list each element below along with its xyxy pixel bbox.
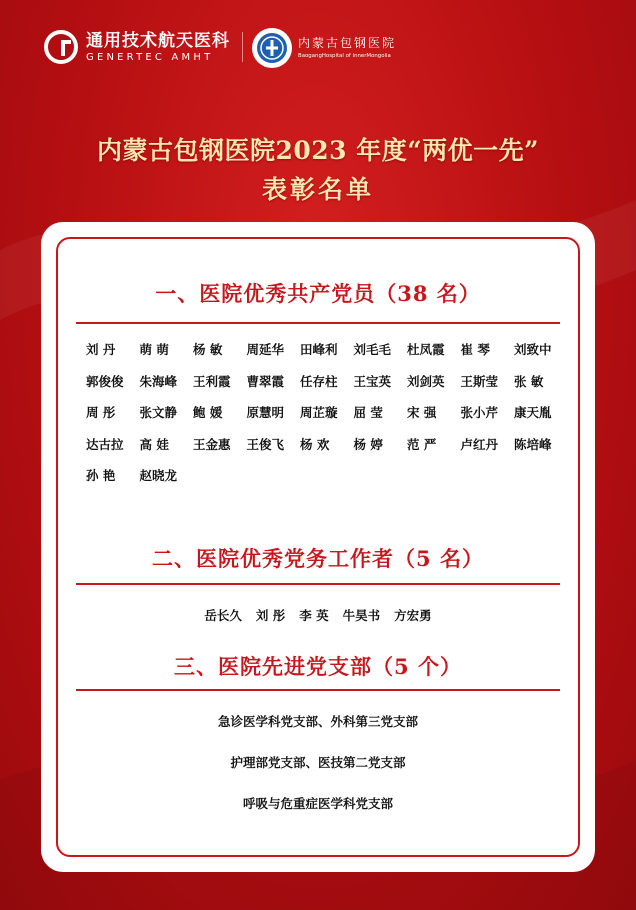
worker-name: 方宏勇 xyxy=(394,608,432,623)
worker-name: 李 英 xyxy=(299,608,329,623)
logo2-english-name: BaogangHospital of InnerMongolia xyxy=(298,53,391,59)
section1-title: 一、医院优秀共产党员（38 名） xyxy=(155,281,481,306)
member-name: 王宝英 xyxy=(353,373,392,389)
member-name: 杜凤霞 xyxy=(407,342,445,357)
section2-title: 二、医院优秀党务工作者（5 名） xyxy=(152,546,484,571)
section2-rule xyxy=(76,583,560,585)
member-name: 卢红丹 xyxy=(460,436,499,452)
member-name: 高 娃 xyxy=(139,436,169,452)
member-name: 王斯莹 xyxy=(460,373,499,389)
worker-name: 牛昊书 xyxy=(342,608,381,623)
honor-list-card xyxy=(41,222,595,872)
member-name: 刘毛毛 xyxy=(353,342,392,357)
branch-line: 护理部党支部、医技第二党支部 xyxy=(230,755,406,770)
member-name: 刘致中 xyxy=(514,342,552,357)
genertec-mark-icon xyxy=(44,30,78,64)
member-name: 孙 艳 xyxy=(86,468,116,483)
page-title-line1: 内蒙古包钢医院2023 年度“两优一先” xyxy=(96,136,540,165)
member-name: 张文静 xyxy=(139,405,178,420)
logo-divider xyxy=(242,32,243,62)
member-name: 达古拉 xyxy=(86,436,124,452)
member-name: 王俊飞 xyxy=(246,436,285,452)
member-name: 屈 莹 xyxy=(353,405,383,420)
member-name: 田峰利 xyxy=(300,342,338,357)
member-name: 张 敏 xyxy=(514,373,544,389)
member-name: 周延华 xyxy=(246,342,285,357)
member-name: 赵晓龙 xyxy=(139,468,178,483)
member-name: 崔 琴 xyxy=(460,342,490,357)
member-name: 鲍 媛 xyxy=(193,405,223,420)
logo1-english-name: GENERTEC AMHT xyxy=(86,51,214,63)
branch-line: 急诊医学科党支部、外科第三党支部 xyxy=(217,714,418,729)
member-name: 康天胤 xyxy=(514,405,552,420)
member-name: 曹翠霞 xyxy=(246,373,285,389)
member-name: 刘剑英 xyxy=(407,373,445,389)
hospital-badge-icon xyxy=(252,28,292,68)
member-name: 范 严 xyxy=(407,436,437,452)
page-title-line2: 表彰名单 xyxy=(261,175,374,204)
member-name: 杨 婷 xyxy=(353,436,383,452)
section3-rule xyxy=(76,689,560,691)
member-name: 张小芹 xyxy=(460,405,499,420)
member-name: 刘 丹 xyxy=(86,342,116,357)
logo2-chinese-name: 内蒙古包钢医院 xyxy=(298,36,397,50)
member-name: 原慧明 xyxy=(246,405,285,420)
member-name: 杨 欢 xyxy=(300,436,330,452)
member-name: 杨 敏 xyxy=(193,342,223,357)
member-name: 郭俊俊 xyxy=(86,373,124,389)
member-name: 周芷璇 xyxy=(300,405,338,420)
baogang-hospital-logo xyxy=(252,28,396,68)
member-name: 王金惠 xyxy=(193,436,231,452)
logo1-chinese-name: 通用技术航天医科 xyxy=(86,30,230,51)
section1-rule xyxy=(76,322,560,324)
member-name: 周 彤 xyxy=(86,405,116,420)
member-name: 萌 萌 xyxy=(139,342,169,357)
member-name: 任存柱 xyxy=(300,373,338,389)
member-name: 朱海峰 xyxy=(139,373,178,389)
section2-name-row xyxy=(41,606,595,624)
member-name: 宋 强 xyxy=(407,405,437,420)
branch-line: 呼吸与危重症医学科党支部 xyxy=(242,796,393,811)
genertec-logo xyxy=(44,30,230,64)
worker-name: 岳长久 xyxy=(204,608,242,623)
worker-name: 刘 彤 xyxy=(255,608,286,623)
member-name: 王利霞 xyxy=(193,373,231,389)
section3-title: 三、医院先进党支部（5 个） xyxy=(174,654,462,679)
member-name: 陈培峰 xyxy=(514,436,552,452)
